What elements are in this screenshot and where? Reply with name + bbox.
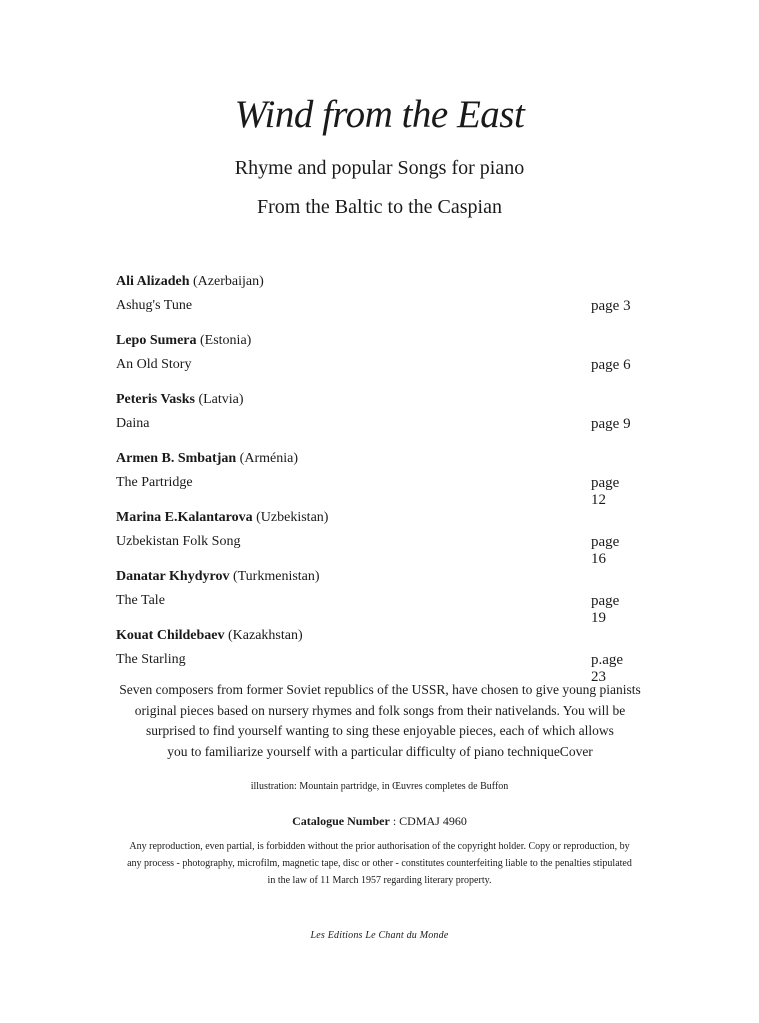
publisher-imprint: Les Editions Le Chant du Monde (310, 930, 449, 941)
composer-country: (Estonia) (200, 333, 252, 348)
composer-country: (Azerbaijan) (193, 274, 264, 289)
description-line: you to familiarize yourself with a particular difficulty of piano techniqueCover (167, 743, 593, 759)
toc-entry (116, 569, 636, 628)
catalogue-label: Catalogue Number (292, 814, 390, 828)
composer-name: Armen B. Smbatjan (116, 451, 237, 466)
composer-name: Lepo Sumera (116, 333, 197, 348)
piece-title: Daina (116, 416, 150, 431)
composer-country: (Latvia) (198, 392, 244, 407)
piece-title: Ashug's Tune (116, 298, 193, 313)
piece-title: An Old Story (116, 357, 192, 372)
composer-country: (Turkmenistan) (232, 569, 320, 584)
composer-line (116, 333, 251, 349)
catalogue-number (0, 814, 759, 829)
page-reference: page 3 (591, 298, 631, 314)
page-reference: page 6 (591, 357, 631, 373)
description-line: original pieces based on nursery rhymes and folk songs from their nativelands. You will be (134, 702, 626, 718)
piece-title: The Starling (116, 652, 186, 667)
toc-entry (116, 451, 636, 510)
piece-title: Uzbekistan Folk Song (116, 534, 241, 549)
composer-name: Peteris Vasks (116, 392, 195, 407)
composer-name: Kouat Childebaev (116, 628, 225, 643)
copyright-line: Any reproduction, even partial, is forbidden without the prior authorisation of the copyright holder. Copy or reproduction, by (129, 841, 630, 852)
composer-country: (Uzbekistan) (256, 510, 329, 525)
toc-entry (116, 628, 636, 687)
page-reference: page 9 (591, 416, 631, 432)
toc-entry (116, 274, 636, 333)
document-title: Wind from the East (234, 93, 525, 136)
page-reference: page 16 (591, 534, 620, 567)
toc-entry (116, 392, 636, 451)
copyright-notice (60, 838, 699, 889)
copyright-line: any process - photography, microfilm, magnetic tape, disc or other - constitutes counterfeiting liable to the penalties stipulated (127, 858, 632, 869)
composer-line (116, 628, 303, 644)
toc-entry (116, 510, 636, 569)
illustration-credit: illustration: Mountain partridge, in Œuvres completes de Buffon (250, 781, 509, 792)
composer-line (116, 569, 320, 585)
table-of-contents (116, 274, 636, 687)
toc-entry (116, 333, 636, 392)
piece-title: The Partridge (116, 475, 193, 490)
composer-name: Danatar Khydyrov (116, 569, 230, 584)
subtitle-line-2: From the Baltic to the Caspian (257, 196, 502, 218)
composer-line (116, 510, 328, 526)
page-reference: page 12 (591, 475, 620, 508)
composer-line (116, 451, 298, 467)
page-reference: page 19 (591, 593, 620, 626)
catalogue-value: CDMAJ 4960 (399, 814, 467, 828)
description-paragraph (80, 680, 680, 762)
description-line: Seven composers from former Soviet republics of the USSR, have chosen to give young pianists (119, 682, 641, 697)
composer-line (116, 392, 244, 408)
composer-line (116, 274, 264, 290)
copyright-line: in the law of 11 March 1957 regarding literary property. (267, 875, 492, 886)
piece-title: The Tale (116, 593, 165, 608)
subtitle-line-1: Rhyme and popular Songs for piano (234, 157, 525, 179)
composer-name: Marina E.Kalantarova (116, 510, 253, 525)
page-reference: p.age 23 (591, 652, 624, 685)
description-line: surprised to find yourself wanting to sing these enjoyable pieces, each of which allows (146, 723, 614, 738)
composer-country: (Kazakhstan) (228, 628, 303, 643)
catalogue-separator: : (389, 814, 400, 828)
composer-country: (Arménia) (239, 451, 298, 466)
composer-name: Ali Alizadeh (116, 274, 190, 289)
